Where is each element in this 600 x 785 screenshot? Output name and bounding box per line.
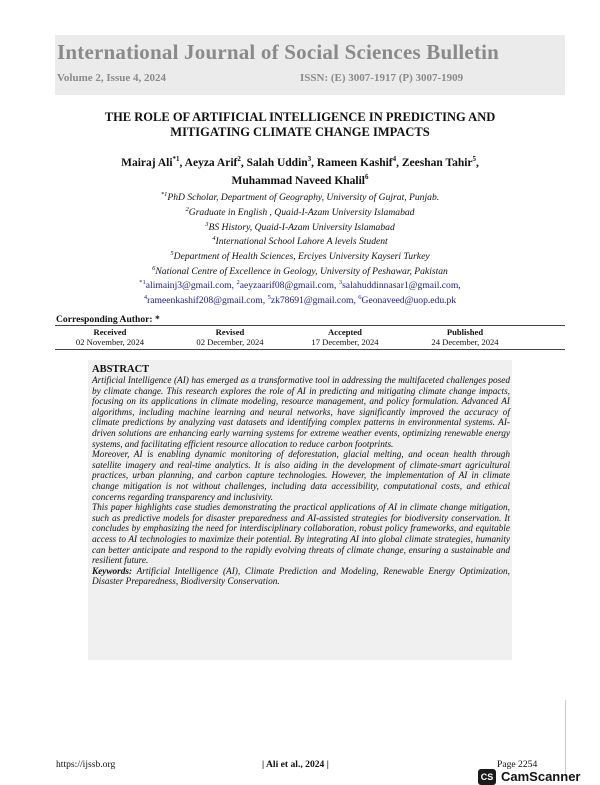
date-published: Published 24 December, 2024 [431,327,499,347]
author-name: Zeeshan Tahir [401,156,473,169]
email-link[interactable]: salahuddinnasar1@gmail.com, [342,280,461,292]
email-link[interactable]: alimainj3@gmail.com, [145,280,235,292]
margin-line [565,700,566,776]
title-line-2: MITIGATING CLIMATE CHANGE IMPACTS [170,125,430,139]
journal-title: International Journal of Social Sciences Bulletin [57,40,500,64]
abstract-paragraph: Moreover, AI is enabling dynamic monitoring of deforestation, glacial melting, and ocean health through satellite imagery and real-time analytics. It is also aiding in the development of climate-smart agricultural practices, urban planning, and carbon capture technologies. However, the implementation of AI in climate change mitigation is not without challenges, including data accessibility, computational costs, and ethical concerns regarding transparency and inclusivity. [92,450,510,503]
title-line-1: THE ROLE OF ARTIFICIAL INTELLIGENCE IN PREDICTING AND [104,110,496,124]
author-name: Aeyza Arif [184,156,238,169]
email-link[interactable]: aeyzaarif08@gmail.com, [239,280,337,292]
abstract-heading: ABSTRACT [92,364,150,375]
issn: ISSN: (E) 3007-1917 (P) 3007-1909 [300,72,464,84]
date-received: Received 02 November, 2024 [75,327,145,347]
keywords-text: Artificial Intelligence (AI), Climate Prediction and Modeling, Renewable Energy Optimization, Disaster Preparedness, Biodiversity Conservation. [92,566,510,588]
keywords [92,567,510,588]
affiliation: $^2$Graduate in English , Quaid-I-Azam University Islamabad [185,205,415,218]
corresponding-author: Corresponding Author: * [56,314,160,325]
affiliation: $^4$International School Lahore A levels Student [212,235,388,248]
abstract-paragraph: This paper highlights case studies demonstrating the practical applications of AI in climate change mitigation, such as predictive models for disaster preparedness and AI-assisted strategies for biodiversity conservation. It concludes by emphasizing the need for interdisciplinary collaboration, robust policy frameworks, and equitable access to AI technologies to maximize their potential. By integrating AI into global climate strategies, humanity can better anticipate and respond to the rapidly evolving threats of climate change, ensuring a sustainable and resilient future. [92,503,510,567]
camscanner-watermark: CamScanner [501,769,581,784]
affiliation: $^5$Department of Health Sciences, Erciyes University Kayseri Turkey [170,250,430,263]
author-name: Rameen Kashif [316,156,393,169]
date-revised: Revised 02 December, 2024 [196,327,264,347]
divider [55,325,565,326]
email-list: $^{*1}$alimainj3@gmail.com, $^2$aeyzaarif08@gmail.com, $^3$salahuddinnasar1@gmail.com, $^4$rameenkashif208@gmail.com, $^5$zk78691@gmail.com, $^6$Geonaveed@uop.edu.pk [139,279,461,307]
abstract-body [92,376,510,588]
abstract-paragraph: Artificial Intelligence (AI) has emerged as a transformative tool in addressing the multifaceted challenges posed by climate change. This research explores the role of AI in predicting and mitigating climate change impacts, focusing on its applications in climate modeling, resource management, and policy formulation. Advanced AI algorithms, including machine learning and neural networks, have significantly improved the accuracy of climate predictions by analyzing vast datasets and identifying complex patterns in environmental systems. AI-driven solutions are enhancing early warning systems for extreme weather events, optimizing renewable energy systems, and facilitating efficient resource allocation to reduce carbon footprints. [92,376,510,450]
date-accepted: Accepted 17 December, 2024 [311,327,379,347]
divider [55,349,565,350]
paper-title [60,110,540,140]
footer-url[interactable]: https://ijssb.org [56,759,116,770]
volume-issue: Volume 2, Issue 4, 2024 [57,72,166,84]
affiliation: $^3$BS History, Quaid-I-Azam University Islamabad [205,220,395,233]
footer-citation: | Ali et al., 2024 | [262,759,329,770]
author-list: Mairaj Ali$^{*1}$, Aeyza Arif$^2$, Salah Uddin$^3$, Rameen Kashif$^4$, Zeeshan Tahir$^5$, Muhammad Naveed Khalil$^6$ [121,155,479,187]
author-name: Muhammad Naveed Khalil [231,174,366,187]
affiliation: $^6$National Centre of Excellence in Geology, University of Peshawar, Pakistan [152,264,448,278]
keywords-label: Keywords: [92,566,133,577]
camscanner-logo-icon: CS [478,769,496,785]
affiliation: $^{*1}$PhD Scholar, Department of Geography, University of Gujrat, Punjab. [160,191,440,204]
author-name: Salah Uddin [246,156,308,169]
page-number: Page 2254 [497,759,538,770]
author-name: Mairaj Ali [121,156,173,169]
email-link[interactable]: Geonaveed@uop.edu.pk [361,295,457,307]
email-link[interactable]: rameenkashif208@gmail.com, [147,295,266,307]
affiliation-list [60,189,540,278]
email-link[interactable]: zk78691@gmail.com, [270,295,356,307]
